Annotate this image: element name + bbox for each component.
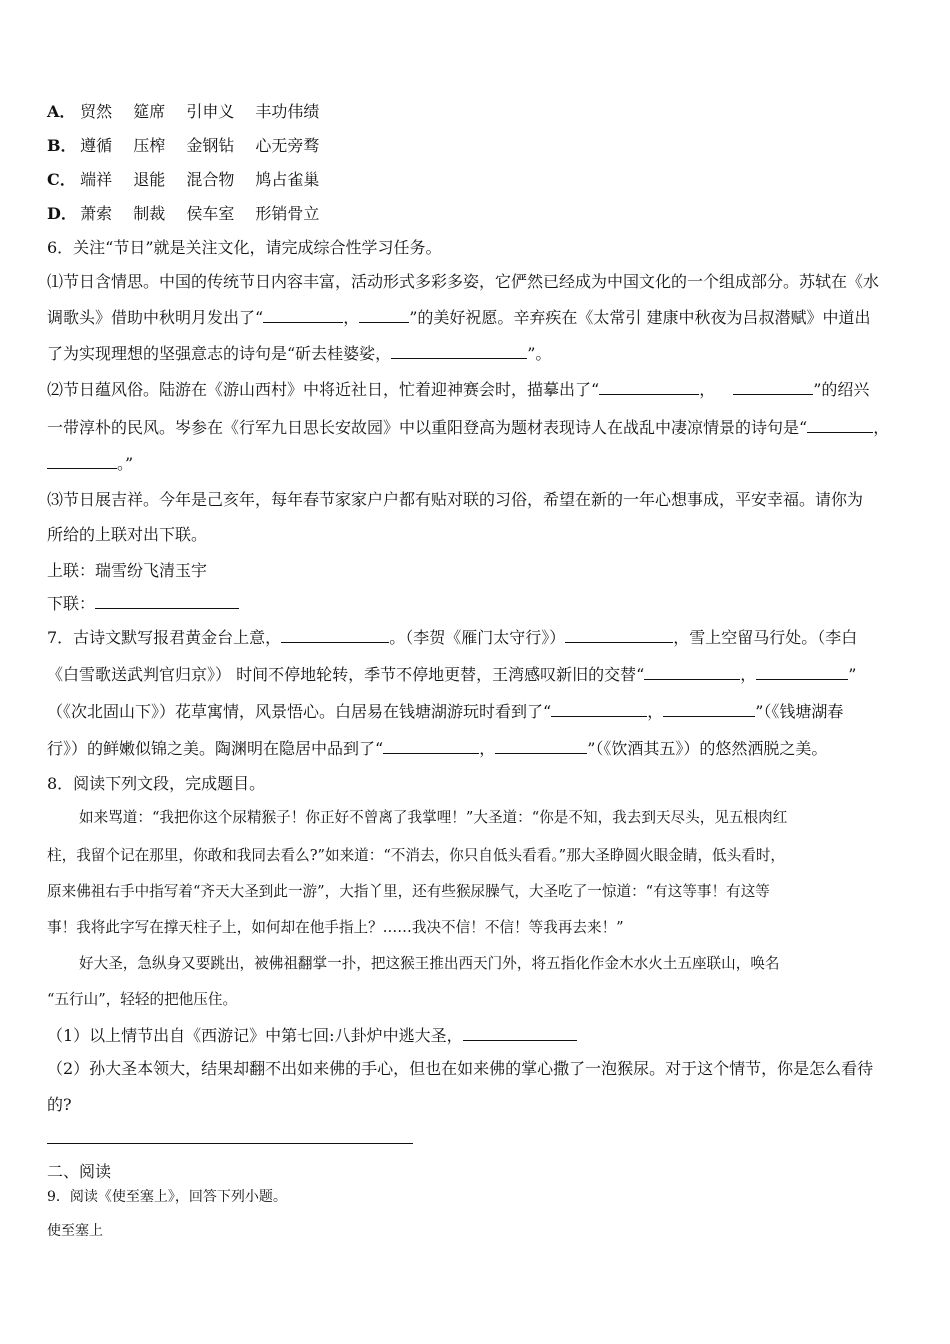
option-key: A． — [47, 102, 76, 121]
q7-line3 — [47, 702, 910, 722]
option-word: 混合物 — [186, 170, 235, 189]
answer-blank[interactable] — [359, 308, 409, 323]
answer-blank[interactable] — [391, 344, 527, 359]
option-word: 端祥 — [80, 170, 113, 189]
option-word: 引申义 — [186, 102, 235, 121]
q6-part1-line3 — [47, 344, 910, 364]
option-word: 遵循 — [80, 136, 113, 155]
q7-line2 — [47, 665, 910, 685]
option-word: 筵席 — [133, 102, 166, 121]
text: ， — [343, 308, 360, 327]
q7-line1 — [47, 628, 910, 648]
option-word: 金钢钻 — [186, 136, 235, 155]
text: ”的美好祝愿。辛弃疾在《太常引 建康中秋夜为吕叔潜赋》中道出 — [409, 308, 871, 327]
answer-blank[interactable] — [463, 1026, 577, 1041]
couplet-lower — [47, 594, 910, 614]
answer-blank[interactable] — [95, 594, 239, 609]
answer-blank[interactable] — [644, 665, 740, 680]
option-d — [47, 204, 910, 224]
option-c — [47, 170, 910, 190]
q7-line4 — [47, 739, 910, 759]
text: 《白雪歌送武判官归京》） 时间不停地轮转，季节不停地更替，王湾感叹新旧的交替“ — [47, 665, 645, 684]
text: ， — [479, 739, 496, 758]
option-a — [47, 102, 910, 122]
poem-title: 使至塞上 — [47, 1223, 103, 1239]
option-word: 侯车室 — [186, 204, 235, 223]
q8-sub2-line2: 的? — [47, 1095, 72, 1114]
q6-stem: 6．关注“节日”就是关注文化，请完成综合性学习任务。 — [47, 238, 442, 257]
answer-blank[interactable] — [495, 739, 587, 754]
passage-line: 如来骂道：“我把你这个尿精猴子！你正好不曾离了我掌哩！”大圣道：“你是不知，我去到天尽头，见五根肉红 — [79, 809, 788, 826]
option-word: 心无旁骛 — [255, 136, 320, 155]
q8-stem: 8．阅读下列文段，完成题目。 — [47, 774, 266, 793]
option-key: C． — [47, 170, 76, 189]
text: ， — [647, 702, 664, 721]
text: ”。 — [527, 344, 552, 363]
text: ， — [740, 665, 757, 684]
passage-line: 原来佛祖右手中指写着“齐天大圣到此一游”，大指丫里，还有些猴尿臊气，大圣吃了一惊道：“有这等事！有这等 — [47, 883, 770, 900]
option-word: 鸠占雀巢 — [255, 170, 320, 189]
answer-blank[interactable] — [47, 454, 117, 469]
answer-blank[interactable] — [263, 308, 343, 323]
option-word: 萧索 — [80, 204, 113, 223]
text: （《次北固山下》）花草寓情，风景悟心。白居易在钱塘湖游玩时看到了“ — [47, 702, 552, 721]
q6-part3-line1: ⑶节日展吉祥。今年是己亥年，每年春节家家户户都有贴对联的习俗，希望在新的一年心想事成，平安幸福。请你为 — [47, 490, 864, 509]
section-heading: 二、阅读 — [47, 1162, 112, 1181]
q6-part2-line1 — [47, 380, 910, 400]
option-word: 制裁 — [133, 204, 166, 223]
q6-part3-line2: 所给的上联对出下联。 — [47, 525, 208, 544]
answer-blank[interactable] — [551, 702, 647, 717]
option-word: 丰功伟绩 — [255, 102, 320, 121]
answer-blank[interactable] — [807, 418, 873, 433]
text: ⑵节日蕴风俗。陆游在《游山西村》中将近社日，忙着迎神赛会时，描摹出了“ — [47, 380, 600, 399]
text: ”的绍兴 — [813, 380, 870, 399]
text: 了为实现理想的坚强意志的诗句是“斫去桂婆娑， — [47, 344, 392, 363]
option-key: D． — [47, 204, 77, 223]
q8-sub2-line1: （2）孙大圣本领大，结果却翻不出如来佛的手心，但也在如来佛的掌心撒了一泡猴尿。对于这个情节，你是怎么看待 — [47, 1059, 874, 1078]
text: ，雪上空留马行处。（李白 — [673, 628, 858, 647]
passage-line: 事！我将此字写在撑天柱子上，如何却在他手指上？……我决不信！不信！等我再去来！” — [47, 919, 624, 936]
text: 下联： — [47, 594, 96, 613]
answer-line[interactable] — [47, 1143, 413, 1144]
q6-part1-line2 — [47, 308, 910, 328]
answer-blank[interactable] — [756, 665, 848, 680]
text: ”（《饮酒其五》）的悠然洒脱之美。 — [587, 739, 828, 758]
passage-line: “五行山”，轻轻的把他压住。 — [47, 991, 238, 1008]
option-word: 形销骨立 — [255, 204, 320, 223]
text: 。” — [117, 454, 134, 473]
answer-blank[interactable] — [281, 628, 389, 643]
text: ”（《钱塘湖春 — [755, 702, 844, 721]
option-b — [47, 136, 910, 156]
option-word: 贸然 — [80, 102, 113, 121]
option-key: B． — [47, 136, 77, 155]
text: ” — [848, 665, 857, 684]
text: 一带淳朴的民风。岑参在《行军九日思长安故园》中以重阳登高为题材表现诗人在战乱中凄凉情景的诗句是“ — [47, 418, 808, 437]
answer-blank[interactable] — [599, 380, 699, 395]
passage-line: 柱，我留个记在那里，你敢和我同去看么?”如来道：“不消去，你只自低头看看。”那大圣睁圆火眼金睛，低头看时， — [47, 847, 786, 864]
answer-blank[interactable] — [663, 702, 755, 717]
option-word: 压榨 — [133, 136, 166, 155]
answer-blank[interactable] — [383, 739, 479, 754]
q6-part2-line2 — [47, 418, 910, 438]
text: 。（李贺《雁门太守行》） — [389, 628, 566, 647]
text: 7．古诗文默写报君黄金台上意， — [47, 628, 282, 647]
text: ， — [699, 380, 716, 399]
text: ， — [873, 418, 890, 437]
couplet-upper: 上联：瑞雪纷飞清玉宇 — [47, 561, 208, 580]
q6-part2-line3 — [47, 454, 910, 474]
answer-blank[interactable] — [565, 628, 673, 643]
q6-part1-line1: ⑴节日含情思。中国的传统节日内容丰富，活动形式多彩多姿，它俨然已经成为中国文化的一个组成部分。苏轼在《水 — [47, 272, 880, 291]
text: 调歌头》借助中秋明月发出了“ — [47, 308, 264, 327]
text: 行》）的鲜嫩似锦之美。陶渊明在隐居中品到了“ — [47, 739, 384, 758]
text: （1）以上情节出自《西游记》中第七回:八卦炉中逃大圣， — [47, 1026, 463, 1045]
passage-line: 好大圣，急纵身又要跳出，被佛祖翻掌一扑，把这猴王推出西天门外，将五指化作金木水火土五座联山，唤名 — [79, 955, 780, 972]
q9-stem: 9．阅读《使至塞上》，回答下列小题。 — [47, 1189, 287, 1205]
option-word: 退能 — [133, 170, 166, 189]
q8-sub1 — [47, 1026, 910, 1046]
answer-blank[interactable] — [733, 380, 813, 395]
